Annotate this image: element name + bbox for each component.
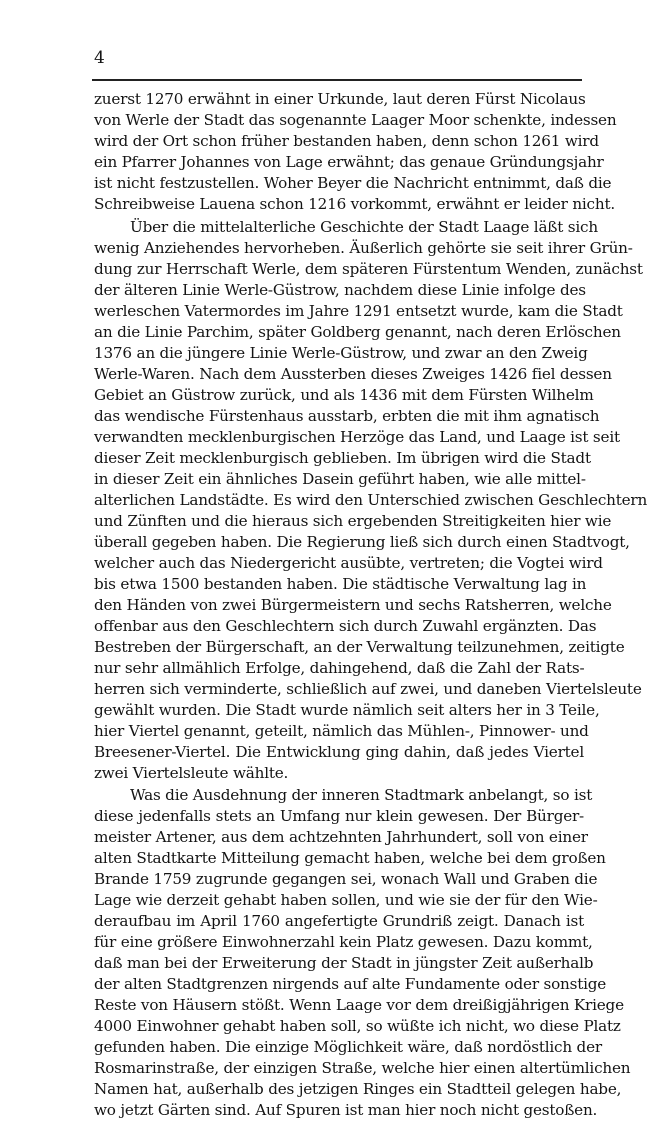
text-line: welcher auch das Niedergericht ausübte, vertreten; die Vogtei wird bbox=[94, 553, 603, 572]
text-line: daß man bei der Erweiterung der Stadt in jüngster Zeit außerhalb bbox=[94, 954, 594, 972]
text-line: hier Viertel genannt, geteilt, nämlich das Mühlen-, Pinnower- und bbox=[94, 721, 589, 740]
text-line: das wendische Fürstenhaus ausstarb, erbten die mit ihm agnatisch bbox=[94, 406, 600, 425]
paragraph-2 bbox=[94, 217, 647, 784]
text-line: Reste von Häusern stößt. Wenn Laage vor dem dreißigjährigen Kriege bbox=[94, 996, 624, 1014]
text-line: gewählt wurden. Die Stadt wurde nämlich seit alters her in 3 Teile, bbox=[94, 700, 600, 719]
text-line: in dieser Zeit ein ähnliches Dasein geführt haben, wie alle mittel- bbox=[94, 469, 586, 488]
text-line: gefunden haben. Die einzige Möglichkeit wäre, daß nordöstlich der bbox=[94, 1038, 602, 1056]
text-line: überall gegeben haben. Die Regierung ließ sich durch einen Stadtvogt, bbox=[94, 532, 630, 551]
body-text bbox=[94, 89, 647, 1121]
text-line: an die Linie Parchim, später Goldberg genannt, nach deren Erlöschen bbox=[94, 322, 621, 341]
text-line: dung zur Herrschaft Werle, dem späteren Fürstentum Wenden, zunächst bbox=[94, 259, 643, 278]
text-line: bis etwa 1500 bestanden haben. Die städtische Verwaltung lag in bbox=[94, 574, 587, 593]
text-line: herren sich verminderte, schließlich auf zwei, und daneben Viertelsleute bbox=[94, 679, 642, 698]
paragraph-3 bbox=[94, 785, 631, 1121]
text-line: wo jetzt Gärten sind. Auf Spuren ist man hier noch nicht gestoßen. bbox=[94, 1101, 598, 1119]
header-rule bbox=[92, 79, 582, 81]
text-line: Rosmarinstraße, der einzigen Straße, welche hier einen altertümlichen bbox=[94, 1059, 631, 1077]
text-line: Schreibweise Lauena schon 1216 vorkommt, erwähnt er leider nicht. bbox=[94, 195, 615, 213]
text-line: Über die mittelalterliche Geschichte der Stadt Laage läßt sich bbox=[130, 217, 598, 236]
text-line: den Händen von zwei Bürgermeistern und sechs Ratsherren, welche bbox=[94, 595, 612, 614]
text-line: Was die Ausdehnung der inneren Stadtmark anbelangt, so ist bbox=[130, 786, 593, 804]
text-line: und Zünften und die hieraus sich ergebenden Streitigkeiten hier wie bbox=[94, 511, 612, 530]
text-line: alten Stadtkarte Mitteilung gemacht haben, welche bei dem großen bbox=[94, 849, 606, 867]
text-line: wird der Ort schon früher bestanden haben, denn schon 1261 wird bbox=[94, 132, 599, 150]
text-line: Bestreben der Bürgerschaft, an der Verwaltung teilzunehmen, zeitigte bbox=[94, 637, 625, 656]
text-line: ein Pfarrer Johannes von Lage erwähnt; das genaue Gründungsjahr bbox=[94, 153, 604, 171]
text-line: ist nicht festzustellen. Woher Beyer die Nachricht entnimmt, daß die bbox=[94, 174, 612, 192]
text-line: zwei Viertelsleute wählte. bbox=[94, 763, 289, 782]
text-line: werleschen Vatermordes im Jahre 1291 entsetzt wurde, kam die Stadt bbox=[94, 301, 623, 320]
page-number: 4 bbox=[94, 48, 105, 68]
text-line: der älteren Linie Werle-Güstrow, nachdem diese Linie infolge des bbox=[94, 280, 586, 299]
text-line: Brande 1759 zugrunde gegangen sei, wonach Wall und Graben die bbox=[94, 870, 598, 888]
paragraph-1 bbox=[94, 89, 617, 215]
text-line: 1376 an die jüngere Linie Werle-Güstrow, und zwar an den Zweig bbox=[94, 343, 588, 362]
text-line: diese jedenfalls stets an Umfang nur klein gewesen. Der Bürger- bbox=[94, 807, 584, 825]
text-line: Breesener-Viertel. Die Entwicklung ging dahin, daß jedes Viertel bbox=[94, 742, 584, 761]
text-line: wenig Anziehendes hervorheben. Äußerlich gehörte sie seit ihrer Grün- bbox=[94, 238, 633, 257]
text-line: von Werle der Stadt das sogenannte Laager Moor schenkte, indessen bbox=[94, 111, 617, 129]
text-line: alterlichen Landstädte. Es wird den Unterschied zwischen Geschlechtern bbox=[94, 490, 647, 509]
text-line: verwandten mecklenburgischen Herzöge das Land, und Laage ist seit bbox=[94, 427, 620, 446]
text-line: 4000 Einwohner gehabt haben soll, so wüßte ich nicht, wo diese Platz bbox=[94, 1017, 621, 1035]
text-line: offenbar aus den Geschlechtern sich durch Zuwahl ergänzten. Das bbox=[94, 616, 597, 635]
text-line: nur sehr allmählich Erfolge, dahingehend, daß die Zahl der Rats- bbox=[94, 658, 585, 677]
text-line: meister Artener, aus dem achtzehnten Jahrhundert, soll von einer bbox=[94, 828, 588, 846]
text-line: Namen hat, außerhalb des jetzigen Ringes ein Stadtteil gelegen habe, bbox=[94, 1080, 622, 1098]
text-line: Lage wie derzeit gehabt haben sollen, und wie sie der für den Wie- bbox=[94, 891, 598, 909]
text-line: deraufbau im April 1760 angefertigte Grundriß zeigt. Danach ist bbox=[94, 912, 584, 930]
text-line: für eine größere Einwohnerzahl kein Platz gewesen. Dazu kommt, bbox=[94, 933, 593, 951]
text-line: zuerst 1270 erwähnt in einer Urkunde, laut deren Fürst Nicolaus bbox=[94, 90, 586, 108]
text-line: dieser Zeit mecklenburgisch geblieben. Im übrigen wird die Stadt bbox=[94, 448, 591, 467]
text-line: Gebiet an Güstrow zurück, und als 1436 mit dem Fürsten Wilhelm bbox=[94, 385, 594, 404]
text-line: Werle-Waren. Nach dem Aussterben dieses Zweiges 1426 fiel dessen bbox=[94, 364, 612, 383]
text-line: der alten Stadtgrenzen nirgends auf alte Fundamente oder sonstige bbox=[94, 975, 607, 993]
